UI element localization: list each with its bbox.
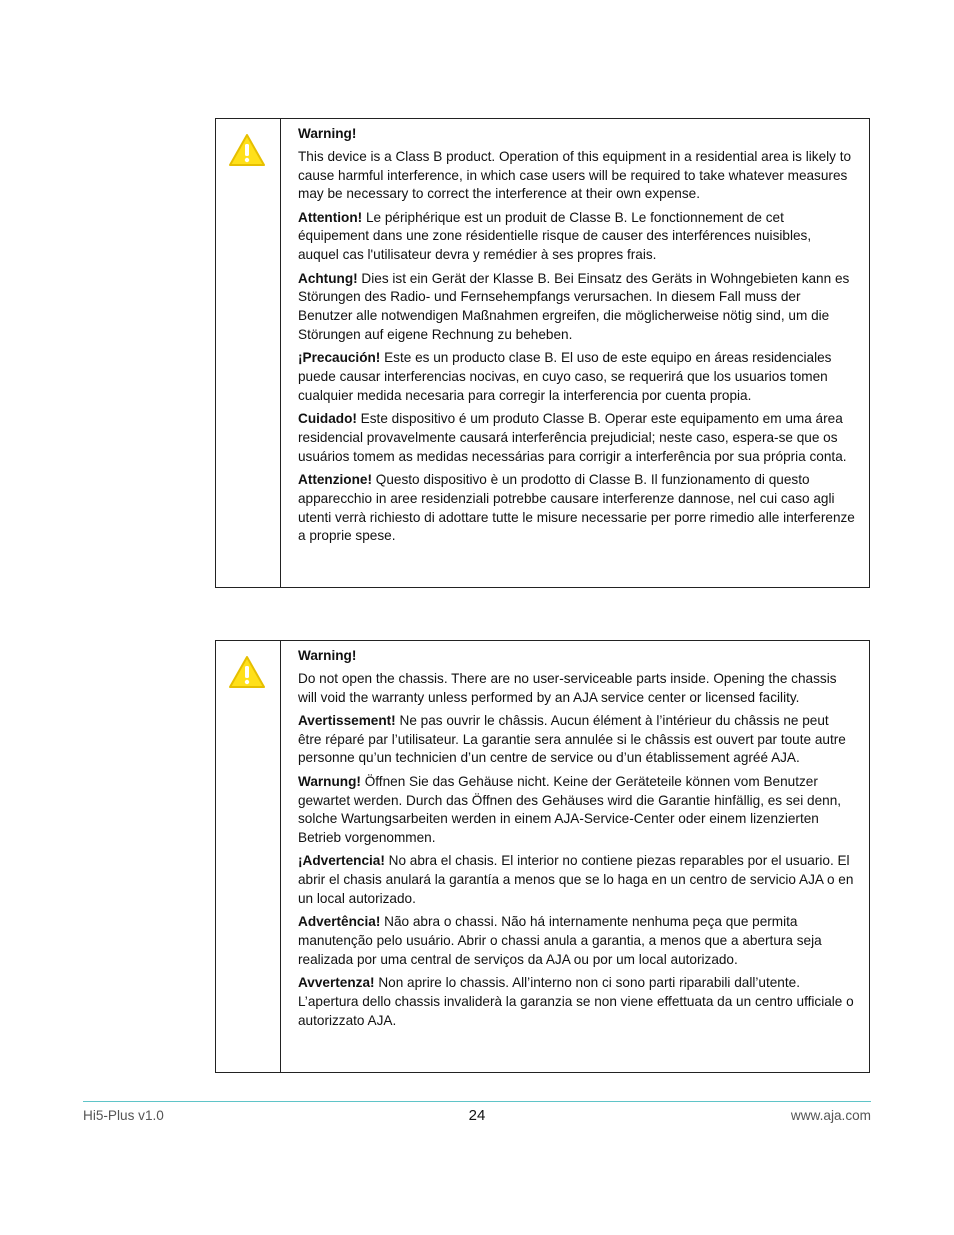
warning-icon-cell (216, 641, 281, 1072)
warning-text-cell (281, 641, 869, 1072)
footer-product-version: Hi5-Plus v1.0 (83, 1108, 164, 1123)
warning-paragraph-es: ¡Advertencia! No abra el chasis. El interior no contiene piezas reparables por el usuario. El abrir el chasis anulará la garantía a menos que se lo haga en un centro de servicio AJA o en un local autorizado. (298, 853, 854, 907)
warning-box-class-b (215, 118, 870, 588)
footer-divider (83, 1101, 871, 1102)
warning-paragraph-de: Achtung! Dies ist ein Gerät der Klasse B. Bei Einsatz des Geräts in Wohngebieten kann es Störungen des Radio- und Fernsehempfangs verursachen. In diesem Fall muss der Benutzer alle notwendigen Maßnahmen ergreifen, die möglicherweise nötig sind, um die Störungen auf eigene Rechnung zu beheben. (298, 270, 850, 342)
footer-website-link[interactable]: www.aja.com (790, 1108, 871, 1123)
warning-paragraph-pt: Advertência! Não abra o chassi. Não há internamente nenhuma peça que permita manutenção pelo usuário. Abrir o chassi anula a garantia, a menos que a abertura seja realizada por uma central de serviços da AJA ou por um local autorizado. (298, 914, 822, 967)
warning-paragraph-de: Warnung! Öffnen Sie das Gehäuse nicht. Keine der Geräteteile können vom Benutzer gewartet werden. Durch das Öffnen des Gehäuses wird die Garantie hinfällig, es sei denn, solche Wartungsarbeiten werden in einem AJA-Service-Center oder einem lizenzierten Betrieb vorgenommen. (298, 773, 842, 846)
warning-paragraph-it: Attenzione! Questo dispositivo è un prodotto di Classe B. Il funzionamento di questo apparecchio in aree residenziali potrebbe causare interferenze dannose, nel cui caso agli utenti verrà richiesto di adottare tutte le misure necessarie per porre rimedio alle interferenze a proprie spese. (298, 472, 855, 544)
warning-paragraph-es: ¡Precaución! Este es un producto clase B. El uso de este equipo en áreas residenciales puede causar interferencias nocivas, en cuyo caso, se requerirá que los usuarios tomen cualquier medida necesaria para corregir la interferencia por cuenta propia. (298, 350, 832, 403)
warning-paragraph-en: Do not open the chassis. There are no user-serviceable parts inside. Opening the chassis will void the warranty unless performed by an AJA service center or licensed facility. (298, 670, 837, 705)
warning-paragraph-fr: Avertissement! Ne pas ouvrir le châssis. Aucun élément à l’intérieur du châssis ne peut être réparé par l’utilisateur. La garantie sera annulée si le châssis est ouvert par toute autre personne qu’un technicien d’un centre de service ou d’un établissement agréé AJA. (298, 712, 846, 766)
warning-icon-cell (216, 119, 281, 587)
warning-box-chassis (215, 640, 870, 1073)
warning-text-cell (281, 119, 869, 587)
warning-triangle-icon (228, 655, 266, 689)
warning-heading: Warning! (298, 648, 357, 663)
warning-heading: Warning! (298, 126, 357, 141)
footer-page-number: 24 (468, 1107, 486, 1124)
warning-paragraph-pt: Cuidado! Este dispositivo é um produto Classe B. Operar este equipamento em uma área residencial provavelmente causará interferência prejudicial; neste caso, espera-se que os usuários tomem as medidas necessárias para corrigir a interferência por sua própria conta. (298, 411, 847, 464)
warning-paragraph-fr: Attention! Le périphérique est un produit de Classe B. Le fonctionnement de cet équipement dans une zone résidentielle risque de causer des interférences nuisibles, auquel cas l'utilisateur devra y remédier à ses propres frais. (298, 209, 812, 263)
warning-triangle-icon (228, 133, 266, 167)
warning-paragraph-en: This device is a Class B product. Operation of this equipment in a residential area is likely to cause harmful interference, in which case users will be required to take whatever measures may be necessary to correct the interference at their own expense. (298, 148, 852, 202)
warning-paragraph-it: Avvertenza! Non aprire lo chassis. All’interno non ci sono parti riparabili dall’utente. L’apertura dello chassis invaliderà la garanzia se non viene effettuata da un centro ufficiale o autorizzato AJA. (298, 975, 854, 1028)
